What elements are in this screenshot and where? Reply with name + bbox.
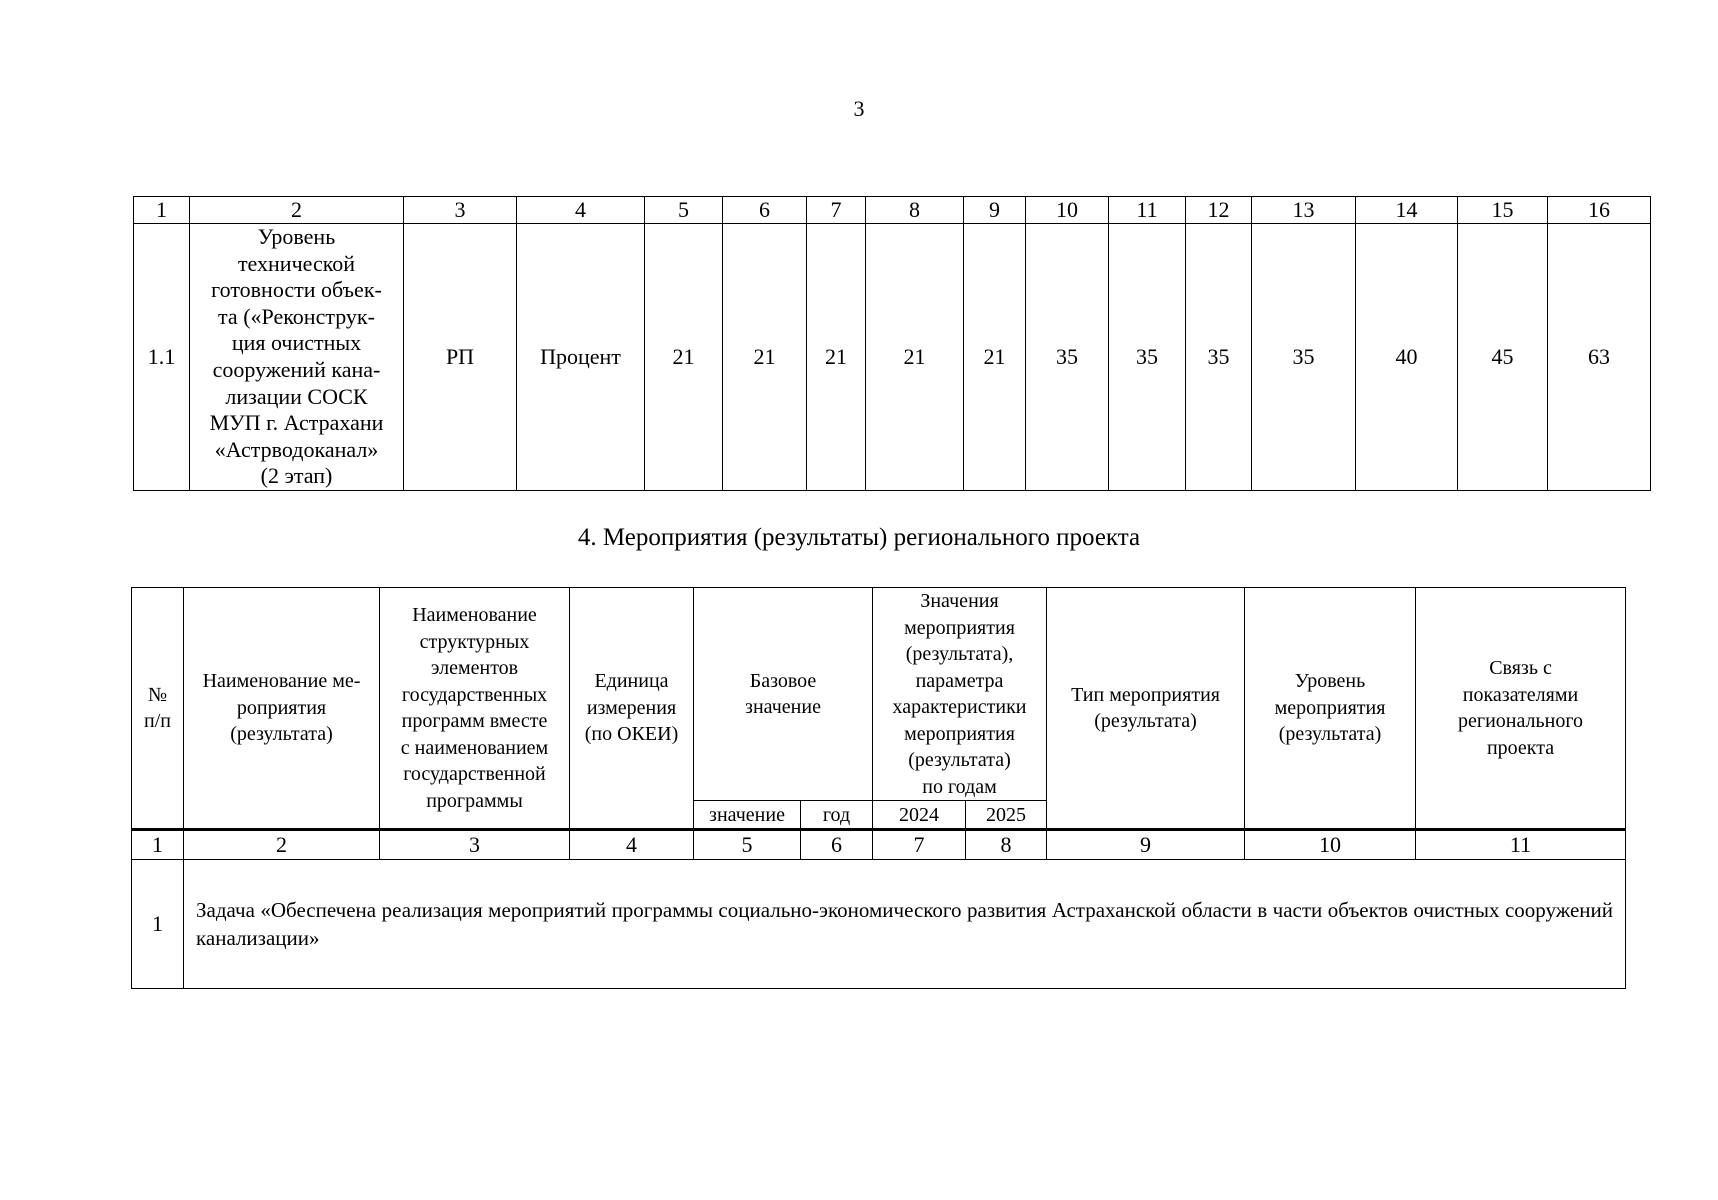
text-line: измерения bbox=[586, 696, 677, 719]
text-line: Наименование bbox=[412, 604, 537, 626]
header-values-by-year bbox=[873, 588, 1047, 801]
column-number-row bbox=[132, 830, 1626, 860]
column-number: 9 bbox=[1047, 830, 1245, 860]
column-number: 2 bbox=[190, 197, 404, 224]
text-line: (результата) bbox=[908, 749, 1011, 771]
text-line: по годам bbox=[922, 775, 997, 798]
section-title: 4. Мероприятия (результаты) регионального проекта bbox=[577, 524, 1141, 551]
text-line: (результата), bbox=[905, 643, 1014, 665]
text-line: Базовое bbox=[749, 669, 817, 692]
text-line: мероприятия bbox=[904, 616, 1015, 639]
column-number-row bbox=[134, 197, 1651, 224]
text-line: (результата) bbox=[1278, 723, 1382, 746]
subheader-year: год bbox=[801, 801, 873, 830]
column-number: 4 bbox=[517, 197, 645, 224]
header-base-value bbox=[694, 588, 873, 801]
text-line: роприятия bbox=[236, 696, 327, 719]
column-number: 7 bbox=[807, 197, 866, 224]
text-line: Уровень bbox=[1294, 670, 1366, 693]
text-line: мероприятия bbox=[904, 722, 1015, 745]
header-link-indicators bbox=[1416, 588, 1626, 830]
subheader-year-2024: 2024 bbox=[873, 801, 966, 830]
column-number: 3 bbox=[404, 197, 517, 224]
text-line: элементов bbox=[430, 657, 519, 679]
text-line: (результата) bbox=[1094, 710, 1197, 732]
text-line: мероприятия bbox=[1274, 696, 1386, 719]
text-line: Связь с bbox=[1489, 657, 1552, 679]
header-unit bbox=[570, 588, 694, 830]
indicator-value: 63 bbox=[1548, 224, 1651, 491]
row-number: 1.1 bbox=[134, 224, 190, 491]
text-line: значение bbox=[745, 696, 821, 718]
indicators-table bbox=[133, 196, 1651, 491]
indicator-name bbox=[190, 224, 404, 491]
text-line: (2 этап) bbox=[260, 463, 333, 489]
indicator-value: 21 bbox=[866, 224, 964, 491]
column-number: 16 bbox=[1548, 197, 1651, 224]
text-line: государственной bbox=[403, 763, 546, 785]
header-activity-level bbox=[1245, 588, 1416, 830]
column-number: 5 bbox=[694, 830, 801, 860]
indicator-value: 21 bbox=[807, 224, 866, 491]
column-number: 1 bbox=[134, 197, 190, 224]
activities-table bbox=[131, 587, 1626, 989]
column-number: 9 bbox=[964, 197, 1026, 224]
text-line: проекта bbox=[1486, 736, 1555, 759]
column-number: 7 bbox=[873, 830, 966, 860]
text-line: параметра bbox=[915, 669, 1004, 692]
indicator-value: 35 bbox=[1186, 224, 1252, 491]
header-num bbox=[132, 588, 184, 830]
text-line: (результата) bbox=[230, 723, 333, 746]
column-number: 6 bbox=[723, 197, 807, 224]
indicator-value: 35 bbox=[1252, 224, 1356, 491]
text-line: государственных bbox=[401, 683, 548, 706]
column-number: 5 bbox=[645, 197, 723, 224]
text-line: с наименованием bbox=[400, 736, 549, 759]
indicator-level: РП bbox=[404, 224, 517, 491]
indicator-value: 40 bbox=[1356, 224, 1458, 491]
indicator-value: 35 bbox=[1109, 224, 1186, 491]
text-line: Тип мероприятия bbox=[1071, 683, 1220, 706]
text-line: технической bbox=[237, 250, 356, 276]
text-line: характеристики bbox=[892, 696, 1027, 718]
text-line: п/п bbox=[144, 710, 171, 732]
header-row bbox=[132, 588, 1626, 801]
text-line: структурных bbox=[419, 630, 530, 653]
page-number: 3 bbox=[853, 96, 865, 121]
text-line: Единица bbox=[594, 670, 669, 693]
text-line: показателями bbox=[1462, 683, 1579, 706]
text-line: Наименование ме- bbox=[202, 670, 361, 693]
header-activity-type bbox=[1047, 588, 1245, 830]
column-number: 12 bbox=[1186, 197, 1252, 224]
column-number: 2 bbox=[184, 830, 380, 860]
indicator-value: 21 bbox=[964, 224, 1026, 491]
column-number: 14 bbox=[1356, 197, 1458, 224]
column-number: 11 bbox=[1109, 197, 1186, 224]
text-line: ция очистных bbox=[231, 330, 362, 356]
column-number: 13 bbox=[1252, 197, 1356, 224]
text-line: Уровень bbox=[257, 224, 336, 249]
indicator-value: 35 bbox=[1026, 224, 1109, 491]
text-line: программы bbox=[426, 789, 523, 812]
column-number: 10 bbox=[1026, 197, 1109, 224]
text-line: регионального bbox=[1457, 710, 1584, 732]
task-text: Задача «Обеспечена реализация мероприятий программы социально-экономического развития Астраханской области в части объектов очистных сооружений канализации» bbox=[184, 860, 1626, 989]
text-line: та («Реконструк- bbox=[218, 303, 375, 329]
subheader-year-2025: 2025 bbox=[966, 801, 1047, 830]
header-activity-name bbox=[184, 588, 380, 830]
text-line: МУП г. Астрахани bbox=[209, 410, 384, 436]
column-number: 11 bbox=[1416, 830, 1626, 860]
task-number: 1 bbox=[132, 860, 184, 989]
indicator-unit: Процент bbox=[517, 224, 645, 491]
text-line: сооружений кана- bbox=[212, 356, 381, 382]
text-line: лизации СОСК bbox=[225, 383, 368, 409]
column-number: 3 bbox=[380, 830, 570, 860]
subheader-value: значение bbox=[694, 801, 801, 830]
indicator-value: 45 bbox=[1458, 224, 1548, 491]
column-number: 8 bbox=[866, 197, 964, 224]
text-line: готовности объек- bbox=[211, 277, 382, 303]
column-number: 8 bbox=[966, 830, 1047, 860]
text-line: Значения bbox=[920, 590, 999, 612]
text-line: «Астрводоканал» bbox=[214, 436, 379, 462]
column-number: 4 bbox=[570, 830, 694, 860]
text-line: программ вместе bbox=[401, 710, 548, 732]
text-line: № bbox=[147, 683, 168, 706]
task-row bbox=[132, 860, 1626, 989]
indicator-value: 21 bbox=[645, 224, 723, 491]
indicator-value: 21 bbox=[723, 224, 807, 491]
column-number: 10 bbox=[1245, 830, 1416, 860]
text-line: (по ОКЕИ) bbox=[584, 723, 679, 746]
column-number: 15 bbox=[1458, 197, 1548, 224]
column-number: 6 bbox=[801, 830, 873, 860]
table-row bbox=[134, 224, 1651, 491]
header-structural-elements bbox=[380, 588, 570, 830]
column-number: 1 bbox=[132, 830, 184, 860]
